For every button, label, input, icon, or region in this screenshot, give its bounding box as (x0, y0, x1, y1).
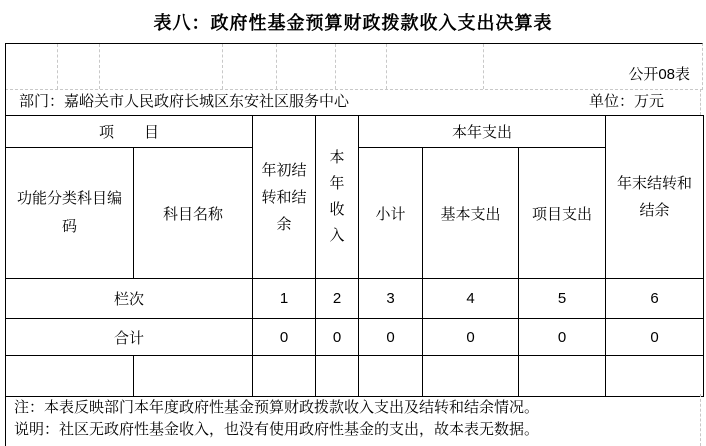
column-index-row (6, 279, 704, 319)
total-cell: 0 (606, 319, 704, 356)
note-line-2: 说明：社区无政府性基金收入，也没有使用政府性基金的支出，故本表无数据。 (14, 421, 540, 438)
empty-cell (134, 356, 253, 397)
column-index-cell: 3 (359, 279, 423, 319)
empty-row (6, 356, 704, 397)
header-project: 项 目 (6, 116, 253, 148)
page-title: 表八：政府性基金预算财政拨款收入支出决算表 (153, 13, 553, 33)
header-end-balance: 年末结转和 结余 (606, 116, 704, 279)
total-label: 合计 (6, 319, 253, 356)
gridline (222, 44, 223, 89)
header-basic-expense: 基本支出 (423, 148, 519, 279)
gridline (57, 44, 58, 89)
total-row (6, 319, 704, 356)
empty-cell (359, 356, 423, 397)
total-cell: 0 (316, 319, 359, 356)
total-cell: 0 (253, 319, 316, 356)
column-index-cell: 1 (253, 279, 316, 319)
department-row (5, 89, 701, 115)
gridline (483, 44, 484, 89)
column-index-label: 栏次 (6, 279, 253, 319)
empty-cell (606, 356, 704, 397)
total-cell: 0 (359, 319, 423, 356)
column-index-cell: 4 (423, 279, 519, 319)
header-year-income: 本 年 收 入 (316, 116, 359, 279)
notes (5, 394, 701, 446)
sheet-label: 公开08表 (628, 66, 690, 83)
column-index-cell: 2 (316, 279, 359, 319)
header-year-expense: 本年支出 (359, 116, 606, 148)
note-line-1: 注：本表反映部门本年度政府性基金预算财政拨款收入支出及结转和结余情况。 (14, 399, 540, 416)
header-project-expense: 项目支出 (519, 148, 606, 279)
gridline (276, 44, 277, 89)
gridline (99, 44, 100, 89)
gridline (386, 44, 387, 89)
total-cell: 0 (423, 319, 519, 356)
header-subject-name: 科目名称 (134, 148, 253, 279)
unit-label: 单位：万元 (588, 93, 664, 110)
empty-cell (6, 356, 134, 397)
header-subtotal: 小计 (359, 148, 423, 279)
total-cell: 0 (519, 319, 606, 356)
top-info-box (5, 43, 703, 90)
header-row-1 (6, 116, 704, 148)
column-index-cell: 5 (519, 279, 606, 319)
column-index-cell: 6 (606, 279, 704, 319)
budget-table (5, 115, 704, 397)
department-label: 部门：嘉峪关市人民政府长城区东安社区服务中心 (19, 93, 350, 110)
empty-cell (519, 356, 606, 397)
gridline (335, 44, 336, 89)
header-begin-balance: 年初结 转和结 余 (253, 116, 316, 279)
empty-cell (316, 356, 359, 397)
empty-cell (423, 356, 519, 397)
empty-cell (253, 356, 316, 397)
header-func-code: 功能分类科目编 码 (6, 148, 134, 279)
